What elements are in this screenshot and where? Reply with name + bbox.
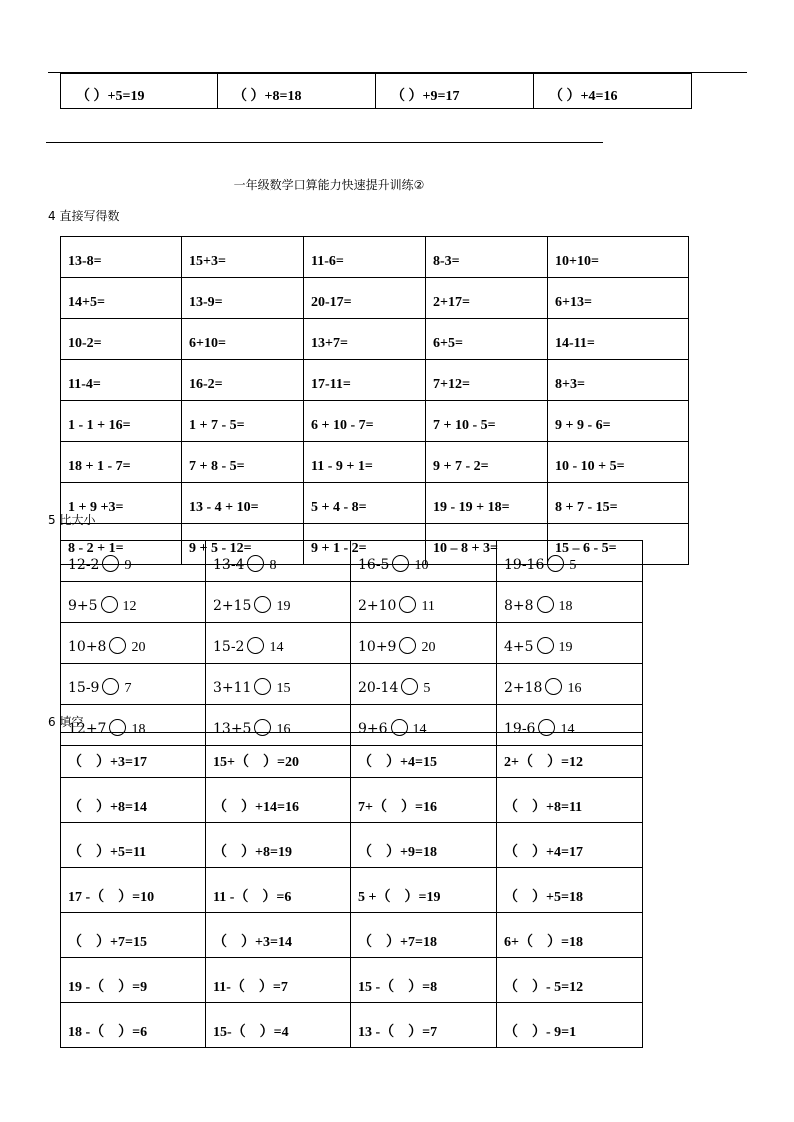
calc-cell[interactable]: 9 + 5 - 12= <box>182 524 304 565</box>
compare-left-expr: 10+8 <box>68 639 107 655</box>
compare-left-expr: 19-6 <box>504 721 536 737</box>
compare-cell <box>206 664 351 705</box>
compare-right-value: 19 <box>558 640 573 655</box>
direct-calc-table <box>60 236 689 565</box>
compare-cell <box>497 541 643 582</box>
calc-cell[interactable]: 10-2= <box>61 319 182 360</box>
fill-cell[interactable]: （ ）+3=17 <box>61 733 206 778</box>
fill-cell[interactable]: 15-（ ）=4 <box>206 1003 351 1048</box>
table-row <box>61 823 643 868</box>
section-6-label: 6 填空 <box>48 715 84 729</box>
table-row <box>61 1003 643 1048</box>
calc-cell[interactable]: 11-6= <box>304 237 426 278</box>
compare-right-value: 18 <box>131 722 146 737</box>
answer-circle-icon[interactable] <box>537 596 554 613</box>
calc-cell[interactable]: 8-3= <box>426 237 548 278</box>
compare-left-expr: 15-9 <box>68 680 100 696</box>
compare-right-value: 14 <box>412 722 427 737</box>
calc-cell[interactable]: 11-4= <box>61 360 182 401</box>
fill-cell[interactable]: （ ）+7=15 <box>61 913 206 958</box>
calc-cell[interactable]: 10 - 10 + 5= <box>548 442 689 483</box>
calc-cell[interactable]: 2+17= <box>426 278 548 319</box>
answer-circle-icon[interactable] <box>101 596 118 613</box>
answer-circle-icon[interactable] <box>109 637 126 654</box>
section-5-label: 5 比大小 <box>48 513 96 527</box>
compare-cell <box>61 541 206 582</box>
calc-cell[interactable]: 5 + 4 - 8= <box>304 483 426 524</box>
table-row <box>61 401 689 442</box>
answer-circle-icon[interactable] <box>247 637 264 654</box>
compare-cell <box>497 623 643 664</box>
table-row <box>61 778 643 823</box>
fill-cell[interactable]: （ ）+3=14 <box>206 913 351 958</box>
table-row <box>61 483 689 524</box>
calc-cell[interactable]: 13-9= <box>182 278 304 319</box>
page-title: 一年级数学口算能力快速提升训练② <box>233 178 425 192</box>
compare-table <box>60 540 643 746</box>
calc-cell[interactable]: 7+12= <box>426 360 548 401</box>
compare-right-value: 7 <box>124 681 132 696</box>
fill-cell[interactable]: 13 -（ ）=7 <box>351 1003 497 1048</box>
compare-left-expr: 3+11 <box>213 680 252 696</box>
section-4-label: 4 直接写得数 <box>48 209 120 223</box>
fill-cell[interactable]: （ ）+8=14 <box>61 778 206 823</box>
calc-cell[interactable]: 7 + 10 - 5= <box>426 401 548 442</box>
fill-cell[interactable]: （ ）+5=11 <box>61 823 206 868</box>
calc-cell[interactable]: 9 + 9 - 6= <box>548 401 689 442</box>
calc-cell[interactable]: 10 – 8 + 3= <box>426 524 548 565</box>
fill-cell[interactable]: 11 -（ ）=6 <box>206 868 351 913</box>
fill-cell[interactable]: （ ）+5=18 <box>497 868 643 913</box>
compare-right-value: 5 <box>423 681 431 696</box>
calc-cell[interactable]: 14-11= <box>548 319 689 360</box>
compare-left-expr: 2+10 <box>358 598 397 614</box>
fill-cell[interactable]: 6+（ ）=18 <box>497 913 643 958</box>
answer-circle-icon[interactable] <box>399 637 416 654</box>
compare-cell <box>351 664 497 705</box>
calc-cell[interactable]: 8 + 7 - 15= <box>548 483 689 524</box>
calc-cell[interactable]: 18 + 1 - 7= <box>61 442 182 483</box>
compare-cell <box>61 623 206 664</box>
compare-left-expr: 19-16 <box>504 557 545 573</box>
answer-circle-icon[interactable] <box>547 555 564 572</box>
calc-cell[interactable]: 1 - 1 + 16= <box>61 401 182 442</box>
calc-cell[interactable]: 15 – 6 - 5= <box>548 524 689 565</box>
calc-cell[interactable]: 6+10= <box>182 319 304 360</box>
calc-cell[interactable]: 8+3= <box>548 360 689 401</box>
table-row <box>61 868 643 913</box>
fill-cell[interactable]: （ ）+14=16 <box>206 778 351 823</box>
calc-cell[interactable]: 17-11= <box>304 360 426 401</box>
calc-cell[interactable]: 8 - 2 + 1= <box>61 524 182 565</box>
calc-cell[interactable]: 20-17= <box>304 278 426 319</box>
fill-cell[interactable]: 15+（ ）=20 <box>206 733 351 778</box>
compare-cell <box>206 541 351 582</box>
fill-cell[interactable]: 5 +（ ）=19 <box>351 868 497 913</box>
compare-right-value: 5 <box>569 558 577 573</box>
carryover-fill-table <box>60 73 692 109</box>
table-row <box>61 913 643 958</box>
table-row <box>61 237 689 278</box>
compare-right-value: 20 <box>131 640 146 655</box>
answer-circle-icon[interactable] <box>254 678 271 695</box>
table-row <box>61 733 643 778</box>
fill-cell[interactable]: （ ）+8=11 <box>497 778 643 823</box>
compare-cell <box>497 664 643 705</box>
answer-circle-icon[interactable] <box>545 678 562 695</box>
fill-cell[interactable]: （ ）+4=17 <box>497 823 643 868</box>
compare-left-expr: 15-2 <box>213 639 245 655</box>
compare-right-value: 19 <box>276 599 291 614</box>
calc-cell[interactable]: 10+10= <box>548 237 689 278</box>
calc-cell[interactable]: 19 - 19 + 18= <box>426 483 548 524</box>
compare-cell <box>61 664 206 705</box>
fill-cell[interactable]: 11-（ ）=7 <box>206 958 351 1003</box>
compare-left-expr: 16-5 <box>358 557 390 573</box>
compare-left-expr: 2+15 <box>213 598 252 614</box>
table-row <box>61 664 643 705</box>
fill-cell[interactable]: （ ）- 9=1 <box>497 1003 643 1048</box>
fill-cell[interactable]: 15 -（ ）=8 <box>351 958 497 1003</box>
table-row <box>61 623 643 664</box>
compare-cell <box>206 582 351 623</box>
table-row <box>61 541 643 582</box>
fill-cell[interactable]: 2+（ ）=12 <box>497 733 643 778</box>
compare-right-value: 10 <box>414 558 429 573</box>
answer-circle-icon[interactable] <box>254 596 271 613</box>
fill-cell[interactable]: （ ）+9=17 <box>376 74 534 109</box>
fill-cell[interactable]: （ ）- 5=12 <box>497 958 643 1003</box>
compare-right-value: 15 <box>276 681 291 696</box>
fill-cell[interactable]: （ ）+4=15 <box>351 733 497 778</box>
table-row <box>61 582 643 623</box>
compare-left-expr: 9+6 <box>358 721 388 737</box>
calc-cell[interactable]: 1 + 9 +3= <box>61 483 182 524</box>
answer-circle-icon[interactable] <box>537 637 554 654</box>
answer-circle-icon[interactable] <box>247 555 264 572</box>
answer-circle-icon[interactable] <box>392 555 409 572</box>
fill-blank-table <box>60 732 643 1048</box>
compare-left-expr: 4+5 <box>504 639 534 655</box>
fill-cell[interactable]: 7+（ ）=16 <box>351 778 497 823</box>
fill-cell[interactable]: （ ）+8=19 <box>206 823 351 868</box>
fill-cell[interactable]: （ ）+8=18 <box>218 74 376 109</box>
table-row <box>61 278 689 319</box>
compare-cell <box>351 541 497 582</box>
compare-left-expr: 13-4 <box>213 557 245 573</box>
table-row <box>61 319 689 360</box>
compare-right-value: 16 <box>567 681 582 696</box>
compare-left-expr: 12-2 <box>68 557 100 573</box>
table-row <box>61 360 689 401</box>
compare-right-value: 20 <box>421 640 436 655</box>
answer-circle-icon[interactable] <box>401 678 418 695</box>
fill-cell[interactable]: （ ）+4=16 <box>534 74 692 109</box>
calc-cell[interactable]: 1 + 7 - 5= <box>182 401 304 442</box>
calc-cell[interactable]: 9 + 1 - 2= <box>304 524 426 565</box>
fill-cell[interactable]: 19 -（ ）=9 <box>61 958 206 1003</box>
section-divider <box>46 142 603 143</box>
compare-left-expr: 20-14 <box>358 680 399 696</box>
compare-right-value: 8 <box>269 558 277 573</box>
compare-cell <box>61 582 206 623</box>
calc-cell[interactable]: 6+5= <box>426 319 548 360</box>
calc-cell[interactable]: 14+5= <box>61 278 182 319</box>
compare-cell <box>351 623 497 664</box>
compare-cell <box>351 582 497 623</box>
fill-cell[interactable]: （ ）+5=19 <box>61 74 218 109</box>
compare-left-expr: 13+5 <box>213 721 252 737</box>
fill-cell[interactable]: 17 -（ ）=10 <box>61 868 206 913</box>
answer-circle-icon[interactable] <box>102 555 119 572</box>
calc-cell[interactable]: 11 - 9 + 1= <box>304 442 426 483</box>
calc-cell[interactable]: 13+7= <box>304 319 426 360</box>
fill-cell[interactable]: 18 -（ ）=6 <box>61 1003 206 1048</box>
calc-cell[interactable]: 13-8= <box>61 237 182 278</box>
compare-right-value: 18 <box>558 599 573 614</box>
compare-right-value: 14 <box>560 722 575 737</box>
compare-right-value: 9 <box>124 558 132 573</box>
fill-cell[interactable]: （ ）+9=18 <box>351 823 497 868</box>
compare-left-expr: 10+9 <box>358 639 397 655</box>
compare-right-value: 12 <box>122 599 137 614</box>
table-row <box>61 74 692 109</box>
answer-circle-icon[interactable] <box>399 596 416 613</box>
calc-cell[interactable]: 7 + 8 - 5= <box>182 442 304 483</box>
compare-left-expr: 2+18 <box>504 680 543 696</box>
compare-right-value: 11 <box>421 599 435 614</box>
compare-right-value: 16 <box>276 722 291 737</box>
compare-right-value: 14 <box>269 640 284 655</box>
calc-cell[interactable]: 15+3= <box>182 237 304 278</box>
compare-left-expr: 8+8 <box>504 598 534 614</box>
compare-cell <box>206 623 351 664</box>
calc-cell[interactable]: 6+13= <box>548 278 689 319</box>
calc-cell[interactable]: 13 - 4 + 10= <box>182 483 304 524</box>
answer-circle-icon[interactable] <box>102 678 119 695</box>
compare-left-expr: 9+5 <box>68 598 98 614</box>
table-row <box>61 958 643 1003</box>
calc-cell[interactable]: 9 + 7 - 2= <box>426 442 548 483</box>
compare-cell <box>497 582 643 623</box>
fill-cell[interactable]: （ ）+7=18 <box>351 913 497 958</box>
calc-cell[interactable]: 16-2= <box>182 360 304 401</box>
calc-cell[interactable]: 6 + 10 - 7= <box>304 401 426 442</box>
compare-left-expr: 12+7 <box>68 721 107 737</box>
table-row <box>61 442 689 483</box>
